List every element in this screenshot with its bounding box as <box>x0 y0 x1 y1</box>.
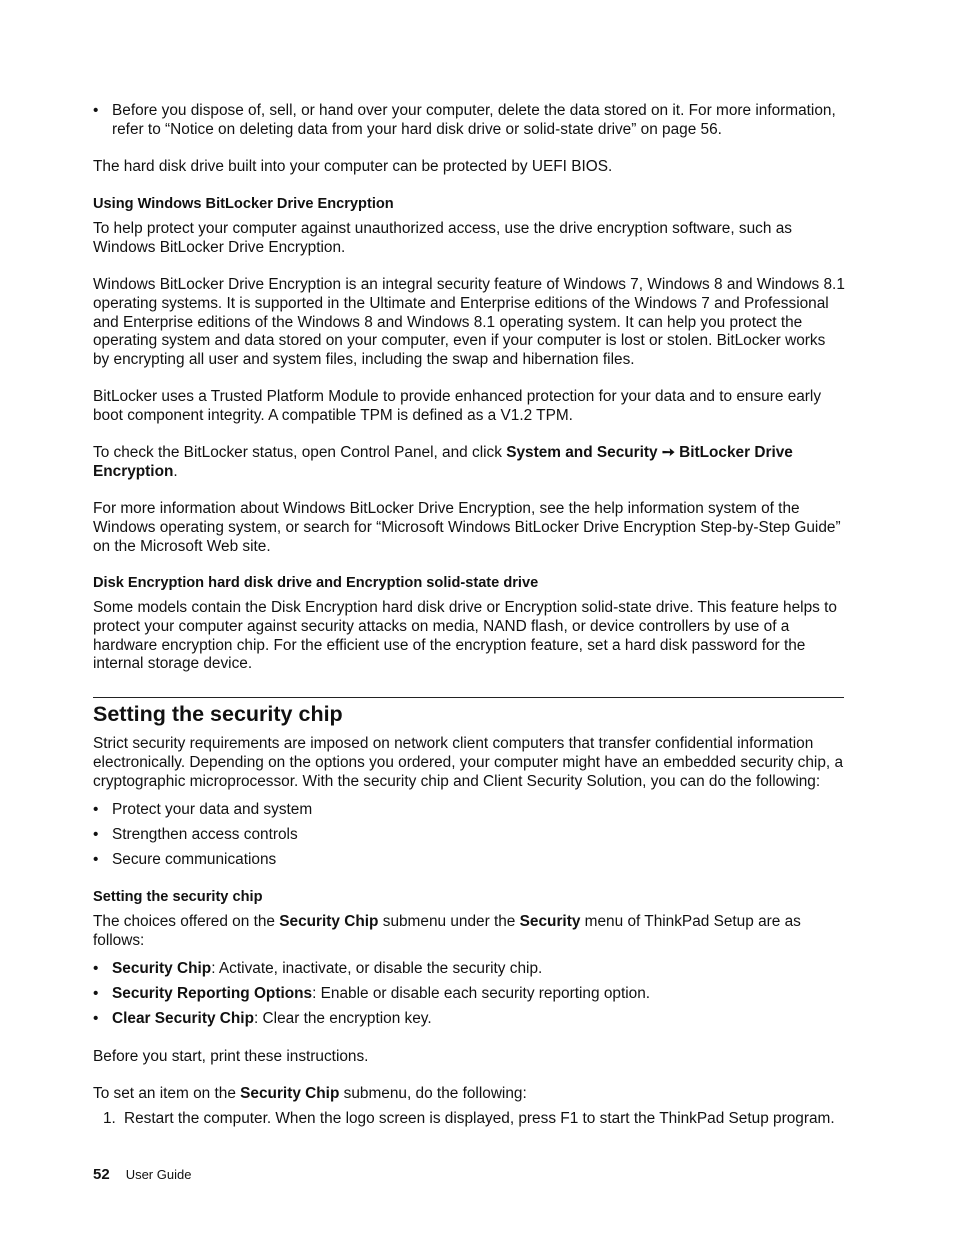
section-divider <box>93 697 844 698</box>
subheading-disk-encryption: Disk Encryption hard disk drive and Encryption solid-state drive <box>93 575 539 591</box>
text-run: To set an item on the <box>93 1085 241 1102</box>
step-item <box>103 1110 845 1129</box>
text-run: The choices offered on the <box>93 913 280 930</box>
bullet-glyph: • <box>93 102 99 119</box>
page-number: 52 <box>93 1166 110 1183</box>
bullet-glyph: • <box>93 801 99 818</box>
bullet-glyph: • <box>93 985 99 1002</box>
text-run: submenu, do the following: <box>339 1085 527 1102</box>
step-text: Restart the computer. When the logo screen is displayed, press F1 to start the ThinkPad Setup program. <box>124 1110 835 1127</box>
footer-title: User Guide <box>125 1167 192 1182</box>
list-item-text: Secure communications <box>112 851 277 868</box>
paragraph-bitlocker-feature: Windows BitLocker Drive Encryption is an integral security feature of Windows 7, Windows 8 and Windows 8.1 operating systems. It is supported in the Ultimate and Enterprise editions of the Windows 7 and Professional and Enterprise editions of the Windows 8 and Windows 8.1 operating system. It can help you protect the operating system and data stored on your computer, even if your computer is lost or stolen. BitLocker works by encrypting all user and system files, including the swap and hibernation files. <box>93 276 845 369</box>
option-item <box>93 1010 845 1029</box>
option-name: Clear Security Chip <box>112 1010 254 1027</box>
list-item-text: Protect your data and system <box>112 801 313 818</box>
text-run: . <box>173 462 178 480</box>
paragraph-bitlocker-tpm: BitLocker uses a Trusted Platform Module to provide enhanced protection for your data and to ensure early boot component integrity. A compatible TPM is defined as a V1.2 TPM. <box>93 388 822 424</box>
paragraph-bitlocker-more-info: For more information about Windows BitLocker Drive Encryption, see the help information system of the Windows operating system, or search for “Microsoft Windows BitLocker Drive Encryption Step-by-Step Guide” on the Microsoft Web site. <box>93 500 841 555</box>
subheading-bitlocker: Using Windows BitLocker Drive Encryption <box>93 196 394 212</box>
term-security: Security <box>519 913 581 930</box>
paragraph-before-start: Before you start, print these instructions. <box>93 1048 369 1065</box>
list-item-dispose <box>93 102 845 140</box>
paragraph-disk-encryption: Some models contain the Disk Encryption hard disk drive or Encryption solid-state drive. This feature helps to protect your computer against security attacks on media, NAND flash, or device controllers by use of a hardware encryption chip. For the efficient use of the encryption feature, set a hard disk password for the internal storage device. <box>93 599 837 673</box>
page-footer <box>93 1166 191 1184</box>
paragraph-security-chip-intro: Strict security requirements are imposed on network client computers that transfer confidential information electronically. Depending on the options you ordered, your computer might have an embedded security chip, a cryptographic microprocessor. With the security chip and Client Security Solution, you can do the following: <box>93 735 844 790</box>
option-name: Security Chip <box>112 960 212 977</box>
paragraph-choices <box>93 913 845 951</box>
menu-path-system-security: System and Security <box>506 444 658 461</box>
list-item-text: Before you dispose of, sell, or hand over your computer, delete the data stored on it. For more information, refer to “Notice on deleting data from your hard disk drive or solid-state drive” on page 56. <box>112 102 836 138</box>
text-run: submenu under the <box>378 913 520 930</box>
list-item <box>93 801 845 820</box>
bullet-glyph: • <box>93 826 99 843</box>
list-item <box>93 851 845 870</box>
paragraph-bitlocker-status <box>93 444 845 482</box>
menu-path-bitlocker: BitLocker Drive Encryption <box>93 444 793 480</box>
option-desc: : Activate, inactivate, or disable the security chip. <box>211 960 543 977</box>
step-number: 1. <box>103 1110 116 1127</box>
term-security-chip: Security Chip <box>240 1085 340 1102</box>
list-item-text: Strengthen access controls <box>112 826 298 843</box>
text-run: To check the BitLocker status, open Control Panel, and click <box>93 444 507 461</box>
option-name: Security Reporting Options <box>112 985 313 1002</box>
option-item <box>93 985 845 1004</box>
text-run: menu of ThinkPad Setup are as follows: <box>93 913 801 949</box>
bullet-glyph: • <box>93 960 99 977</box>
paragraph-hdd-protection: The hard disk drive built into your computer can be protected by UEFI BIOS. <box>93 158 613 175</box>
option-desc: : Enable or disable each security reporting option. <box>312 985 651 1002</box>
arrow-icon: ➙ <box>661 444 675 461</box>
bullet-glyph: • <box>93 851 99 868</box>
list-item <box>93 826 845 845</box>
paragraph-to-set <box>93 1085 845 1104</box>
paragraph-bitlocker-intro: To help protect your computer against unauthorized access, use the drive encryption software, such as Windows BitLocker Drive Encryption. <box>93 220 792 256</box>
section-title-security-chip: Setting the security chip <box>93 702 343 726</box>
subheading-setting-chip: Setting the security chip <box>93 889 263 905</box>
bullet-glyph: • <box>93 1010 99 1027</box>
option-item <box>93 960 845 979</box>
term-security-chip: Security Chip <box>279 913 379 930</box>
option-desc: : Clear the encryption key. <box>253 1010 432 1027</box>
